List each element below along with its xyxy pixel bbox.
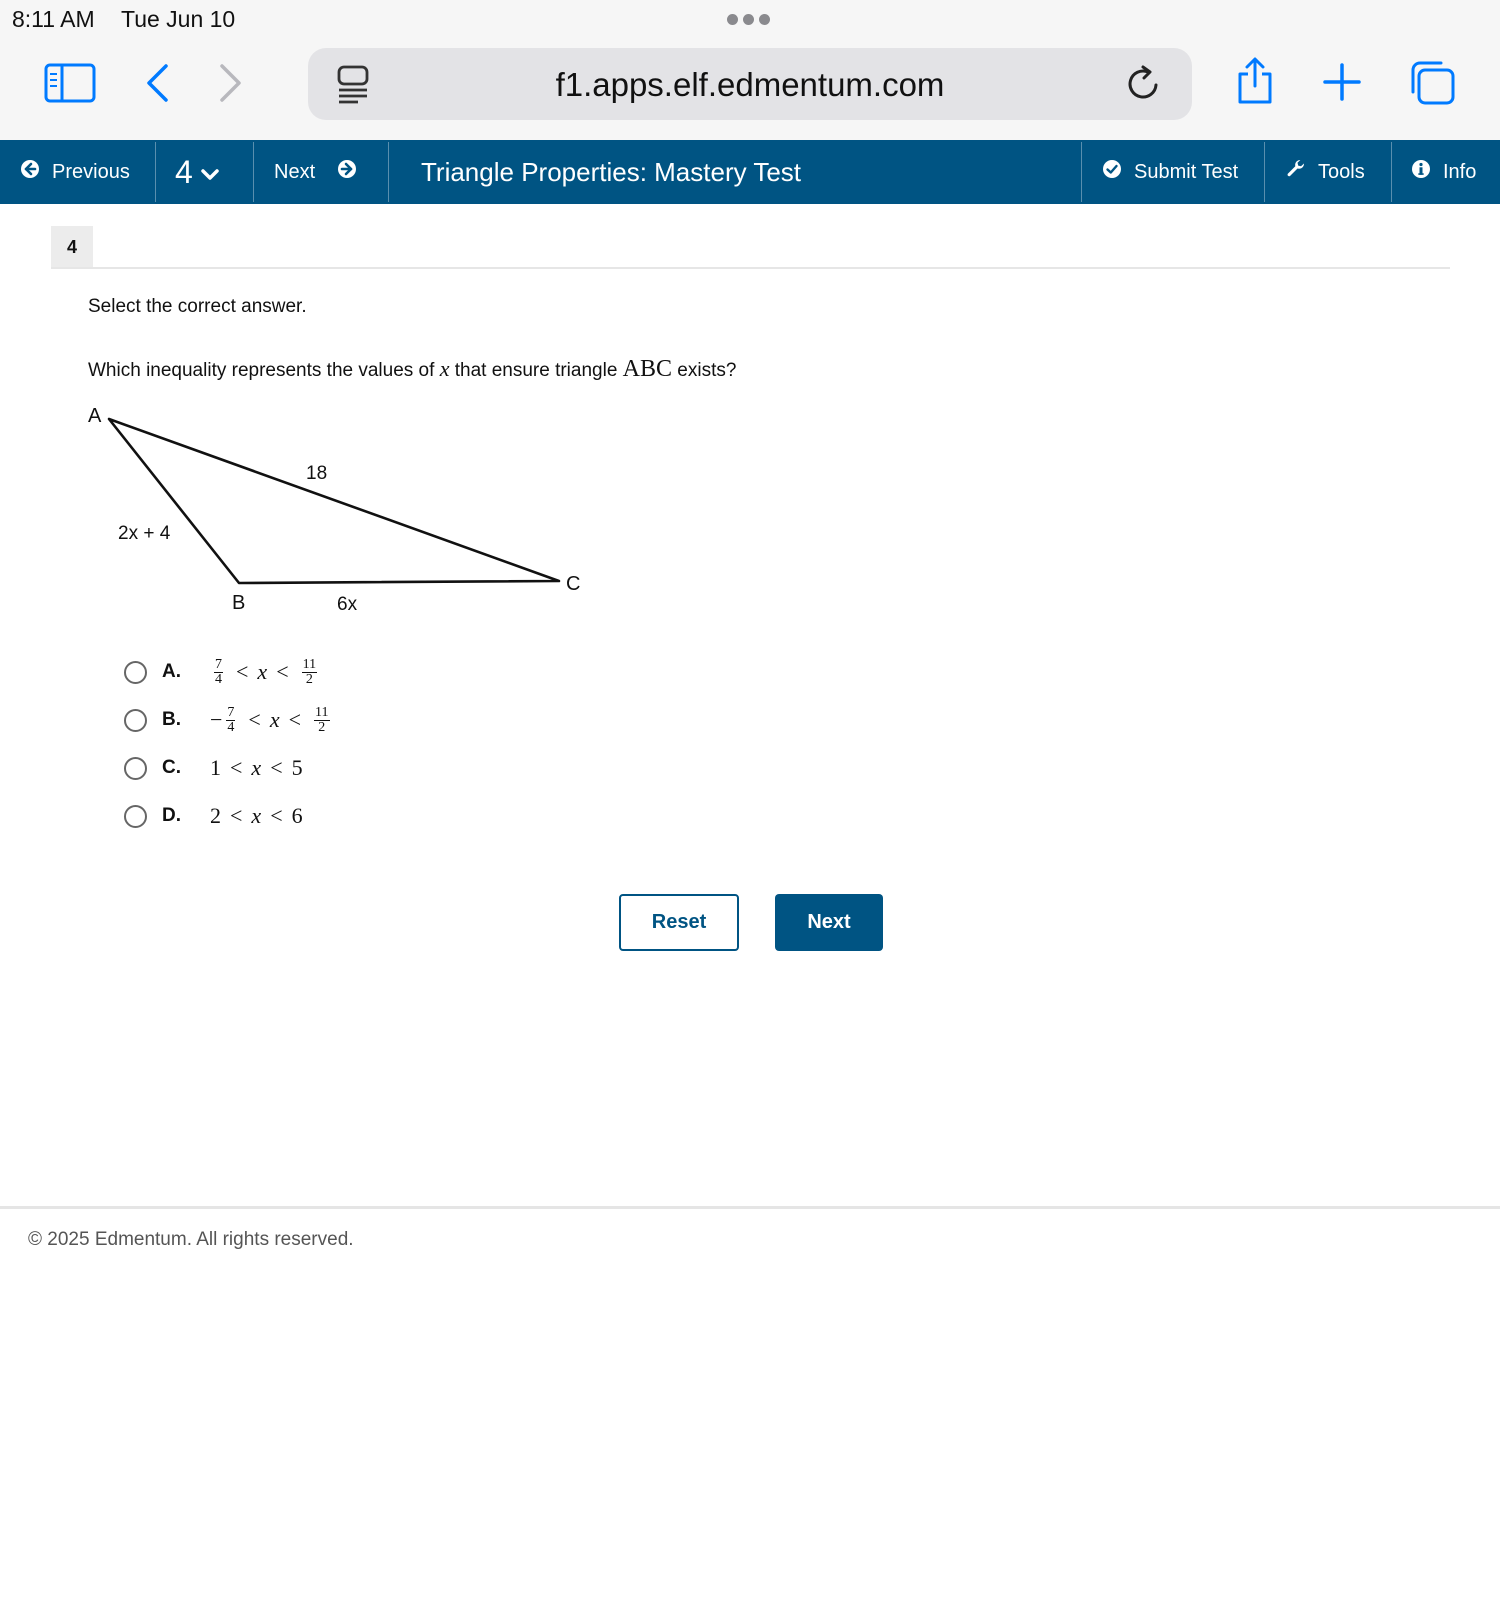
info-circle-icon — [1411, 159, 1431, 185]
previous-button[interactable] — [20, 140, 130, 204]
prompt-part: Which inequality represents the values of — [88, 360, 440, 381]
chevron-down-icon — [201, 165, 219, 188]
option-expression: $\frac{7}{4}$ < x < $\frac{11}{2}$ — [215, 656, 317, 687]
forward-chevron-icon[interactable] — [216, 62, 246, 109]
answer-option-c[interactable] — [124, 748, 303, 788]
sidebar-toggle-icon[interactable] — [44, 62, 96, 109]
question-number-value: 4 — [175, 153, 193, 190]
tabs-overview-icon[interactable] — [1408, 60, 1456, 111]
copyright-text: © 2025 Edmentum. All rights reserved. — [28, 1229, 354, 1250]
status-date: Tue Jun 10 — [121, 6, 236, 32]
answer-option-d[interactable] — [124, 796, 303, 836]
footer-divider — [0, 1206, 1500, 1209]
arrow-right-circle-icon — [337, 159, 357, 185]
multitasking-dots-icon[interactable] — [727, 14, 770, 25]
prompt-part: exists? — [672, 360, 737, 381]
submit-test-button[interactable] — [1102, 140, 1238, 204]
answer-option-a[interactable] — [124, 652, 321, 692]
answer-option-b[interactable] — [124, 700, 334, 740]
side-bc-label: 6x — [337, 594, 358, 615]
submit-test-label: Submit Test — [1134, 160, 1239, 183]
side-ac-label: 18 — [306, 463, 328, 484]
prompt-part: that ensure triangle — [449, 360, 623, 381]
status-time: 8:11 AM — [12, 6, 95, 32]
arrow-left-circle-icon — [20, 159, 40, 185]
next-nav-button[interactable] — [274, 140, 357, 204]
option-letter: B. — [162, 709, 181, 730]
tools-button[interactable] — [1286, 140, 1365, 204]
address-bar[interactable] — [308, 48, 1192, 120]
question-number-badge: 4 — [51, 226, 93, 268]
side-ab-label: 2x + 4 — [118, 523, 171, 544]
prompt-variable: x — [439, 356, 450, 381]
test-title: Triangle Properties: Mastery Test — [421, 156, 802, 187]
check-circle-icon — [1102, 159, 1122, 185]
tools-label: Tools — [1318, 160, 1365, 183]
browser-toolbar — [0, 40, 1500, 140]
radio-button[interactable] — [124, 709, 147, 732]
radio-button[interactable] — [124, 757, 147, 780]
url-text: f1.apps.elf.edmentum.com — [555, 66, 945, 103]
reset-button[interactable]: Reset — [619, 894, 739, 951]
instruction-text: Select the correct answer. — [88, 296, 307, 317]
triangle-diagram — [80, 400, 600, 620]
previous-label: Previous — [52, 160, 130, 183]
option-letter: A. — [162, 661, 181, 682]
divider — [51, 267, 1450, 269]
next-nav-label: Next — [274, 160, 316, 183]
new-tab-plus-icon[interactable] — [1322, 62, 1362, 107]
triangle-figure — [80, 400, 600, 625]
question-number-select[interactable] — [175, 140, 219, 204]
info-button[interactable] — [1411, 140, 1476, 204]
option-letter: C. — [162, 757, 181, 778]
option-letter: D. — [162, 805, 181, 826]
option-expression: 1 < x < 5 — [210, 755, 303, 780]
option-expression: − $\frac{7}{4}$ < x < $\frac{11}{2}$ — [210, 704, 329, 735]
vertex-b-label: B — [232, 592, 246, 614]
radio-button[interactable] — [124, 805, 147, 828]
reload-icon[interactable] — [1126, 64, 1162, 107]
next-button[interactable]: Next — [775, 894, 883, 951]
question-prompt — [88, 356, 736, 383]
vertex-a-label: A — [88, 405, 102, 427]
wrench-icon — [1286, 159, 1306, 185]
prompt-triangle: ABC — [622, 356, 673, 382]
radio-button[interactable] — [124, 661, 147, 684]
share-icon[interactable] — [1234, 56, 1276, 111]
vertex-c-label: C — [566, 573, 581, 595]
status-bar — [0, 0, 1500, 40]
option-expression: 2 < x < 6 — [210, 803, 303, 828]
test-navigation-bar — [0, 140, 1500, 204]
back-chevron-icon[interactable] — [142, 62, 172, 109]
triangle-shape — [109, 419, 559, 583]
info-label: Info — [1443, 160, 1477, 183]
